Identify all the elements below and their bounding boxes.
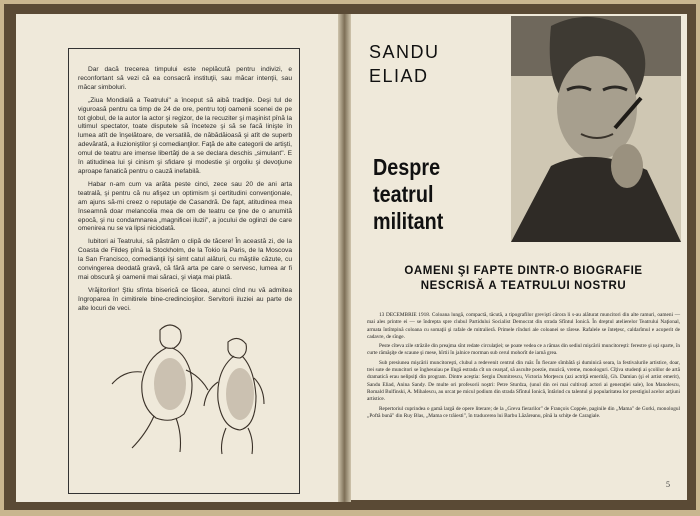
author-first-name: SANDU [369, 42, 440, 62]
portrait-image [511, 16, 681, 242]
left-paragraph: Vrăjitorilor! Ştiu sfînta biserică ce făcea, atunci cînd nu vă admitea îngroparea în cimitirele bine-credincioşilor. Servitorii iluziei au parte de alte locuri de veci. [78, 286, 292, 312]
book-gutter [338, 14, 351, 502]
article-title [373, 154, 485, 235]
title-line: Despre [373, 154, 441, 180]
right-paragraph: Peste cîteva zile străzile din preajma sînt redate circulaţiei; se poate vedea ce a rămas din sediul mişcării muncitoreşti: ferestre şi uşi sparte, în curte rămăşiţe de scaune şi mese, hîrtii în jalnice morman sub cerul mohorît de iarnă grea. [367, 343, 680, 357]
left-paragraph: Iubitori ai Teatrului, să păstrăm o clipă de tăcere! În această zi, de la Coasta de Fildeş pînă la Stockholm, de la Tokio la Paris, de la Moscova la San Francisco, comedianţii îşi simt catul alături, cu măştile căzute, cu convingerea deodată gravă, că fără arta pe care o servesc, lumea ar fi mai obscură şi oamenii mai săraci, şi viaţa mai plată. [78, 238, 292, 281]
title-line: teatrul [373, 181, 434, 207]
magazine-spread [4, 4, 696, 510]
right-paragraph: Sub presiunea mişcării muncitoreşti, clubul a redevenit centrul din ruăr. În fiecare sîmbătă şi duminică seara, la festivalurile artistice, doar, trei sute de muncitori se înghesuiau pe lîngă estrada cît un cearşaf, să asculte poezie, muzică, vreme, monologuri. Cîţiva studenţi ai şcolilor de artă dramatică erau nelipsiţi din program. Dintre aceştia: Sergiu Dumitrescu, Victoria Morţescu (azi actriţă emerită), Gh. Damian (şi el artist emerit), Sandu Eliad, Anina Sandy. De multe ori profesorii noştri: Petre Sturdza, (unul din cei mai cultivaţi actori ai generaţiei sale), Ion Manolescu, Romald Bulfinski, A. Mihalescu, au urcat pe micul podium din strada Sfîntul Ionică, întărind cu talentul şi popularitatea lor prestigiul acelor acţiuni artistice. [367, 359, 680, 403]
right-text-block [367, 312, 680, 422]
article-subtitle: OAMENI ŞI FAPTE DINTR-O BIOGRAFIE NESCRISĂ A TEATRULUI NOSTRU [404, 265, 643, 292]
left-paragraph: Dar dacă trecerea timpului este neplăcută pentru indivizi, e reconfortant să vezi că ea consacră instituţii, sau măcar intenţii, sau măcar simboluri. [78, 66, 292, 91]
left-paragraph: Habar n-am cum va arăta peste cinci, zece sau 20 de ani arta teatrală, şi pentru că nu afişez un optimism şi certitudini convenţionale, am ajuns să-mi creez o reputaţie de Casandră. De fapt, atitudinea mea înseamnă doar melancolia mea de om de teatru ce ţine de o anumită epocă, şi nu condamnarea „magnificei iluzii", a jocului de oglinzi de care omenirea nu se va lipsi niciodată. [78, 180, 292, 233]
left-paragraph: „Ziua Mondială a Teatrului" a început să aibă tradiţie. Deşi tul de viguroasă pentru ca timp de 24 de ore, pentru toţi oamenii scenei de pe tot globul, de la autor la actor şi regizor, de la recuziter şi maşinist pînă la ultimul spectator, toate disputele să înceteze şi să se facă linişte în lumea atît de înşelătoare, de versatilă, de năbădăioasă şi atît de superb adevărată, a iluzioniştilor şi comedianţilor. Faţă de alte categorii de artişti, omul de teatru are imense libertăţi de a se declara deschis „simulant". E în atitudinea lui şi cinism şi sfidare şi modestie şi orgoliu şi devoţiune aproape fanatică pentru o cauză inefabilă. [78, 96, 292, 175]
left-page [16, 14, 338, 502]
right-paragraph: Repertoriul cuprindea o gamă largă de opere literare; de la „Greva fierarilor" de François Coppée, paginile din „Mama" de Gorki, monologul „Poftă bună" din Ruy Blas, „Mama ce trăiesti", în traducerea lui Barbu Lăzăreanu, pînă la schiţe de Caragiale. [367, 405, 680, 419]
title-line: militant [373, 208, 444, 234]
comedians-sketch [78, 312, 292, 462]
right-page [351, 14, 687, 500]
right-paragraph: 13 DECEMBRIE 1918. Coloana lungă, compactă, tăcută, a tipografilor greviştí cărora li s-au alăturat muncitori din alte ramuri, oameni — mai ales printre ei — se îndrepta spre clubul Partidului Socialist Democrat din strada Sfîntul Ionică. În dreptul atelierelor Teatrului Naţional, armata întîmpină coloana cu somaţii şi rafale de mitralieră. Primele rînduri ale coloanei se rărese. Rafalele se înteţesc, caldarîmul e acoperit de cadavre, de sînge. [367, 312, 680, 340]
sketch-drawing [78, 312, 292, 462]
page-number: 5 [666, 480, 670, 489]
author-portrait-photo [511, 16, 681, 242]
author-last-name: ELIAD [369, 66, 429, 86]
left-text-block [78, 66, 292, 318]
